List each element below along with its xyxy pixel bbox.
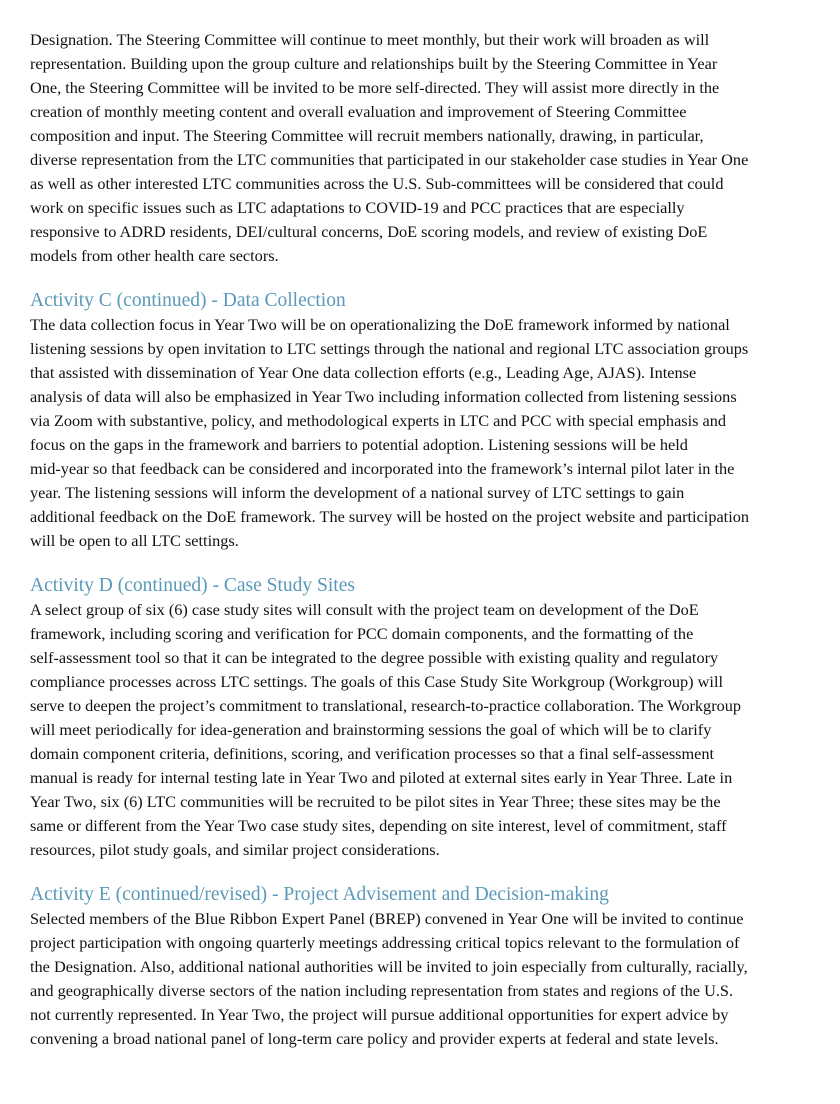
text-line: Year Two, six (6) LTC communities will be recruited to be pilot sites in Year Three; these sites may be the [30,792,721,811]
section-paragraph [30,313,812,553]
text-line: models from other health care sectors. [30,246,279,265]
text-line: year. The listening sessions will inform the development of a national survey of LTC settings to gain [30,483,685,502]
section-heading: Activity D (continued) - Case Study Sites [30,575,355,596]
text-line: The data collection focus in Year Two will be on operationalizing the DoE framework informed by national [30,315,730,334]
text-line: that assisted with dissemination of Year One data collection efforts (e.g., Leading Age, AJAS). Intense [30,363,697,382]
text-line: Selected members of the Blue Ribbon Expert Panel (BREP) convened in Year One will be invited to continue [30,909,744,928]
text-line: analysis of data will also be emphasized in Year Two including information collected from listening sessions [30,387,737,406]
text-line: domain component criteria, definitions, scoring, and verification processes so that a final self-assessment [30,744,715,763]
text-line: focus on the gaps in the framework and barriers to potential adoption. Listening sessions will be held [30,435,688,454]
text-line: will be open to all LTC settings. [30,531,239,550]
text-line: manual is ready for internal testing late in Year Two and piloted at external sites early in Year Three. Late in [30,768,733,787]
text-line: will meet periodically for idea-generation and brainstorming sessions the goal of which will be to clarify [30,720,712,739]
text-line: framework, including scoring and verification for PCC domain components, and the formatting of the [30,624,694,643]
text-line: serve to deepen the project’s commitment to translational, research-to-practice collaboration. The Workgroup [30,696,742,715]
text-line: via Zoom with substantive, policy, and methodological experts in LTC and PCC with special emphasis and [30,411,727,430]
text-line: composition and input. The Steering Committee will recruit members nationally, drawing, in particular, [30,126,704,145]
text-line: work on specific issues such as LTC adaptations to COVID-19 and PCC practices that are especially [30,198,685,217]
section-heading: Activity E (continued/revised) - Project Advisement and Decision-making [30,884,609,905]
text-line: listening sessions by open invitation to LTC settings through the national and regional LTC association groups [30,339,749,358]
section-paragraph [30,598,812,862]
text-line: diverse representation from the LTC communities that participated in our stakeholder case studies in Year One [30,150,749,169]
text-line: self-assessment tool so that it can be integrated to the degree possible with existing quality and regulatory [30,648,719,667]
text-line: representation. Building upon the group culture and relationships built by the Steering Committee in Year [30,54,718,73]
text-line: and geographically diverse sectors of the nation including representation from states and regions of the U.S. [30,981,734,1000]
intro-paragraph [30,28,812,268]
section-paragraph [30,907,812,1051]
text-line: creation of monthly meeting content and overall evaluation and improvement of Steering Committee [30,102,687,121]
text-line: resources, pilot study goals, and similar project considerations. [30,840,440,859]
text-line: mid-year so that feedback can be considered and incorporated into the framework’s internal pilot later in the [30,459,735,478]
text-line: additional feedback on the DoE framework. The survey will be hosted on the project website and participation [30,507,750,526]
section-activity-d [30,574,812,862]
text-line: project participation with ongoing quarterly meetings addressing critical topics relevant to the formulation of [30,933,740,952]
text-line: responsive to ADRD residents, DEI/cultural concerns, DoE scoring models, and review of existing DoE [30,222,708,241]
text-line: convening a broad national panel of long-term care policy and provider experts at federal and state levels. [30,1029,719,1048]
document-page [30,28,812,1051]
text-line: A select group of six (6) case study sites will consult with the project team on development of the DoE [30,600,699,619]
section-activity-e [30,883,812,1051]
text-line: not currently represented. In Year Two, the project will pursue additional opportunities for expert advice by [30,1005,729,1024]
text-line: same or different from the Year Two case study sites, depending on site interest, level of commitment, staff [30,816,727,835]
section-heading: Activity C (continued) - Data Collection [30,290,346,311]
text-line: as well as other interested LTC communities across the U.S. Sub-committees will be considered that could [30,174,724,193]
section-activity-c [30,289,812,553]
text-line: One, the Steering Committee will be invited to be more self-directed. They will assist more directly in the [30,78,720,97]
text-line: Designation. The Steering Committee will continue to meet monthly, but their work will broaden as will [30,30,710,49]
text-line: compliance processes across LTC settings. The goals of this Case Study Site Workgroup (Workgroup) will [30,672,723,691]
text-line: the Designation. Also, additional national authorities will be invited to join especially from culturally, racially, [30,957,748,976]
